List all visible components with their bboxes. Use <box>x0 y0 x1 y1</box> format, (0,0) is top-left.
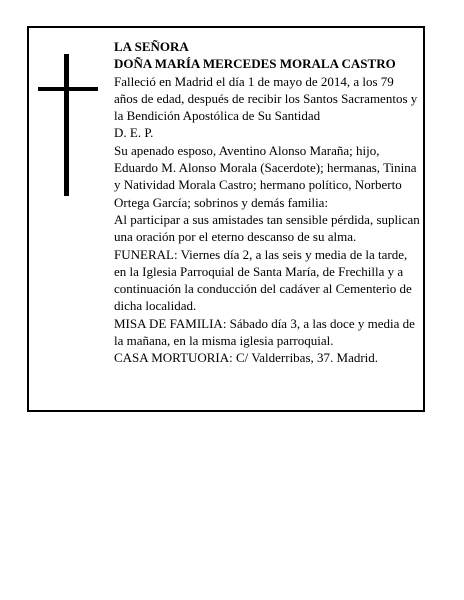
funeral-details: FUNERAL: Viernes día 2, a las seis y media de la tarde, en la Iglesia Parroquial de Santa María, de Frechilla y a continuación la conducción del cadáver al Cementerio de dicha localidad. <box>114 246 412 314</box>
cross-vertical-bar <box>64 54 69 196</box>
latin-cross-icon <box>38 54 98 196</box>
mortuary-address: CASA MORTUORIA: C/ Valderribas, 37. Madrid. <box>114 350 379 366</box>
family-list: Su apenado esposo, Aventino Alonso Maraña; hijo, Eduardo M. Alonso Morala (Sacerdote); hermanas, Tinina y Natividad Morala Castro; hermano político, Norberto Ortega García; sobrinos y demás familia: <box>114 142 417 210</box>
prayer-request: Al participar a sus amistades tan sensible pérdida, suplican una oración por el eterno descanso de su alma. <box>114 211 420 245</box>
notice-heading: LA SEÑORA <box>114 39 189 54</box>
cross-horizontal-bar <box>38 87 98 91</box>
deceased-name: DOÑA MARÍA MERCEDES MORALA CASTRO <box>114 56 396 72</box>
obituary-text <box>114 38 420 367</box>
family-mass-details: MISA DE FAMILIA: Sábado día 3, a las doce y media de la mañana, en la misma iglesia parroquial. <box>114 315 415 349</box>
death-details: Falleció en Madrid el día 1 de mayo de 2014, a los 79 años de edad, después de recibir los Santos Sacramentos y la Bendición Apostólica de Su Santidad <box>114 73 418 124</box>
rip-line: D. E. P. <box>114 125 154 141</box>
